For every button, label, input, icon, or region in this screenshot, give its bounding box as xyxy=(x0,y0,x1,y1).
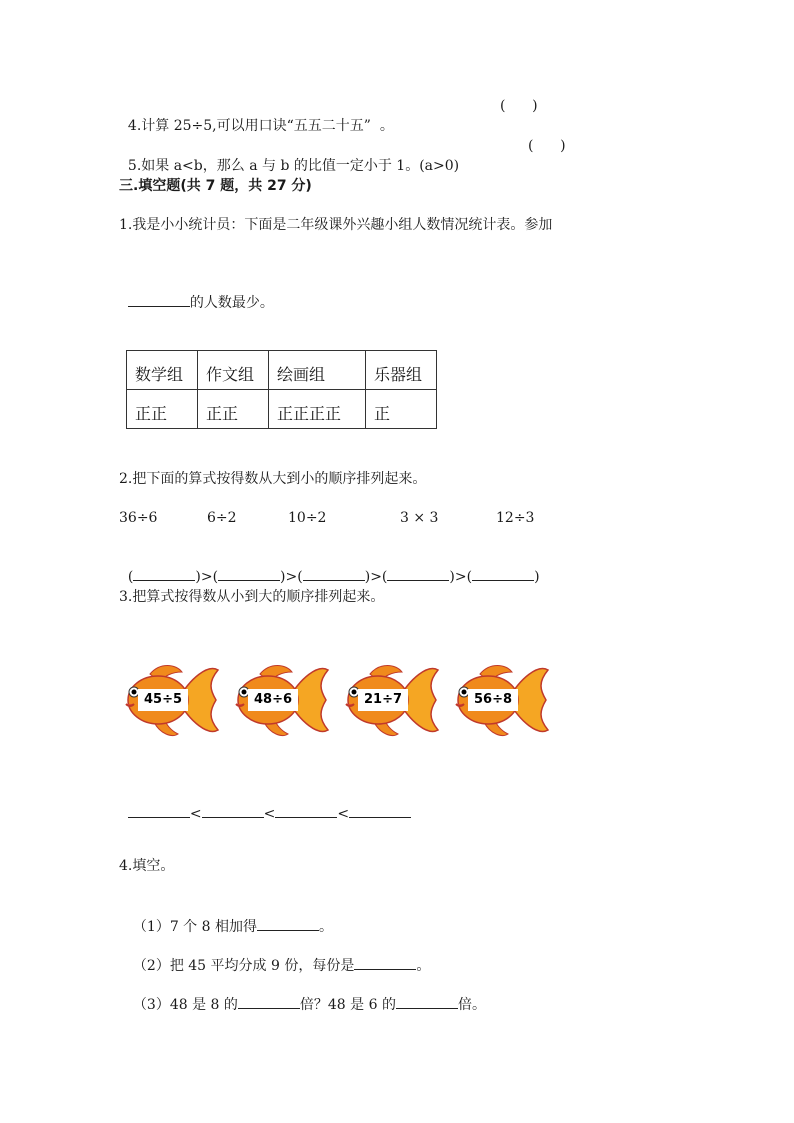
tally-header-cell: 绘画组 xyxy=(269,351,366,390)
q4-item-text: 倍？48 是 6 的 xyxy=(299,997,396,1013)
tally-cell: 正正正正 xyxy=(269,390,366,429)
q3-prompt: 3.把算式按得数从小到大的顺序排列起来。 xyxy=(119,589,385,605)
tally-header-cell: 作文组 xyxy=(198,351,269,390)
q2-expression: 36÷6 xyxy=(119,510,158,526)
tally-header-cell: 数学组 xyxy=(127,351,198,390)
fish-expression: 56÷8 xyxy=(468,689,518,711)
section-title: 三.填空题(共 7 题，共 27 分) xyxy=(119,178,312,194)
q4-item-text: 。 xyxy=(416,958,431,974)
q2-answer-blank[interactable] xyxy=(218,566,280,581)
q4-item-text: （2）把 45 平均分成 9 份，每份是 xyxy=(132,958,355,974)
q2-compare-sign: > xyxy=(454,569,467,585)
q3-answer-blank[interactable] xyxy=(349,803,411,818)
goldfish-card xyxy=(120,660,220,740)
q3-answer-row xyxy=(119,783,411,824)
tally-header-row xyxy=(127,351,437,390)
q1-prompt: 1.我是小小统计员：下面是二年级课外兴趣小组人数情况统计表。参加 xyxy=(119,217,553,233)
q4-item-text: （1）7 个 8 相加得 xyxy=(132,919,257,935)
q4-item-text: 倍。 xyxy=(457,997,486,1013)
q4-answer-blank[interactable] xyxy=(238,994,300,1009)
judge-q5 xyxy=(119,136,459,176)
tally-row xyxy=(127,390,437,429)
q4-item-text: 。 xyxy=(318,919,333,935)
judge-q5-answer-paren[interactable]: ( ) xyxy=(528,138,566,154)
q4-answer-blank[interactable] xyxy=(396,994,458,1009)
q2-answer-blank[interactable] xyxy=(303,566,365,581)
tally-cell: 正 xyxy=(366,390,437,429)
q3-compare-sign: < xyxy=(337,806,350,822)
q3-answer-blank[interactable] xyxy=(128,803,190,818)
goldfish-card xyxy=(340,660,440,740)
q2-prompt: 2.把下面的算式按得数从大到小的顺序排列起来。 xyxy=(119,471,427,487)
fish-expression: 45÷5 xyxy=(138,689,188,711)
q4-item-text: （3）48 是 8 的 xyxy=(132,997,238,1013)
q4-answer-blank[interactable] xyxy=(354,955,416,970)
q2-compare-sign: > xyxy=(370,569,382,585)
tally-cell: 正正 xyxy=(127,390,198,429)
judge-q5-text: 5.如果 a<b，那么 a 与 b 的比值一定小于 1。(a>0) xyxy=(127,158,460,174)
q3-answer-blank[interactable] xyxy=(202,803,264,818)
goldfish-card xyxy=(230,660,330,740)
q2-compare-sign: > xyxy=(285,569,298,585)
judge-q4-answer-paren[interactable]: ( ) xyxy=(500,98,538,114)
tally-cell: 正正 xyxy=(198,390,269,429)
q4-item-3 xyxy=(124,974,486,1015)
q2-expression: 3 × 3 xyxy=(400,510,439,526)
fish-expression: 48÷6 xyxy=(248,689,298,711)
q2-expression: 6÷2 xyxy=(207,510,237,526)
q4-item-1 xyxy=(124,896,333,937)
q3-compare-sign: < xyxy=(189,806,202,822)
tally-table xyxy=(126,350,437,429)
q2-expression: 10÷2 xyxy=(288,510,327,526)
q1-answer-line xyxy=(119,272,274,313)
goldfish-card xyxy=(450,660,550,740)
judge-q4-text: 4.计算 25÷5,可以用口诀“五五二十五” 。 xyxy=(127,118,394,134)
q4-prompt: 4.填空。 xyxy=(119,858,175,874)
q3-compare-sign: < xyxy=(263,806,276,822)
q4-item-2 xyxy=(124,935,430,976)
q3-answer-blank[interactable] xyxy=(275,803,337,818)
tally-header-cell: 乐器组 xyxy=(366,351,437,390)
q4-answer-blank[interactable] xyxy=(257,916,319,931)
q2-answer-row: ( )>( )>( )>( )>( ) xyxy=(119,546,540,587)
q2-answer-blank[interactable] xyxy=(387,566,449,581)
fish-expression: 21÷7 xyxy=(358,689,408,711)
q2-compare-sign: > xyxy=(200,569,213,585)
judge-q4 xyxy=(119,96,394,136)
q2-expression: 12÷3 xyxy=(496,510,535,526)
q2-answer-blank[interactable] xyxy=(133,566,195,581)
q1-suffix: 的人数最少。 xyxy=(189,295,274,311)
q2-answer-blank[interactable] xyxy=(472,566,534,581)
q1-answer-blank[interactable] xyxy=(128,292,190,307)
